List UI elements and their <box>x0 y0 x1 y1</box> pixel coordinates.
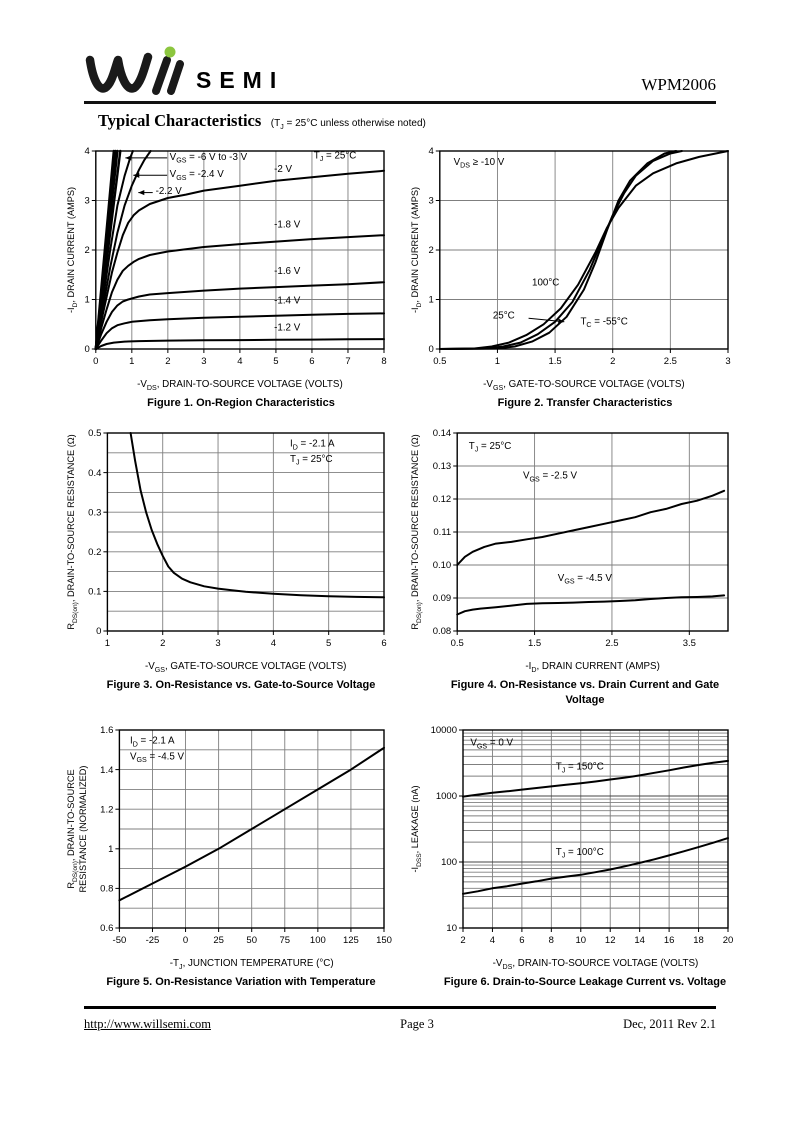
svg-text:0.12: 0.12 <box>432 494 452 506</box>
svg-text:3: 3 <box>201 356 207 367</box>
svg-text:-ID, DRAIN CURRENT (AMPS): $-I_D$, DRAIN CURRENT (AMPS) <box>525 661 660 675</box>
svg-text:4: 4 <box>428 146 434 158</box>
svg-text:1: 1 <box>428 294 434 306</box>
svg-text:18: 18 <box>693 934 704 946</box>
figure-2 <box>406 141 738 410</box>
figure-3 <box>62 423 394 707</box>
svg-text:6: 6 <box>381 638 387 650</box>
svg-text:-2.2 V: -2.2 V <box>155 186 182 198</box>
figure-5-chart <box>62 720 394 972</box>
svg-text:RESISTANCE (NORMALIZED): RESISTANCE (NORMALIZED) <box>78 765 88 893</box>
figure-4-caption: Figure 4. On-Resistance vs. Drain Current and Gate Voltage <box>450 679 720 706</box>
figure-4-chart <box>406 423 738 675</box>
svg-text:2: 2 <box>460 934 466 946</box>
svg-text:1: 1 <box>104 638 111 650</box>
svg-text:12: 12 <box>604 934 616 946</box>
svg-text:2.5: 2.5 <box>663 356 677 367</box>
svg-text:4: 4 <box>270 638 277 650</box>
svg-text:0.11: 0.11 <box>433 527 452 539</box>
svg-text:-VGS, GATE-TO-SOURCE VOLTAGE (: $-V_{GS}$, GATE-TO-SOURCE VOLTAGE (VOLTS) <box>483 379 685 392</box>
svg-text:10000: 10000 <box>430 725 457 737</box>
svg-text:RDS(on), DRAIN-TO-SOURCE: $R_{DS(on)}$, DRAIN-TO-SOURCE <box>66 769 79 889</box>
svg-text:-50: -50 <box>112 934 127 946</box>
section-title: Typical Characteristics <box>98 111 262 130</box>
svg-text:0.09: 0.09 <box>432 593 452 605</box>
svg-text:20: 20 <box>722 934 734 946</box>
svg-text:3: 3 <box>84 195 90 207</box>
svg-text:TJ = 25°C: $T_J = 25^\circ C$ <box>289 454 333 468</box>
svg-text:6: 6 <box>309 356 315 367</box>
svg-text:75: 75 <box>279 934 291 946</box>
svg-text:16: 16 <box>663 934 675 946</box>
svg-text:3: 3 <box>428 195 434 207</box>
figure-6-chart <box>406 720 738 972</box>
svg-text:0: 0 <box>93 356 99 367</box>
figure-4 <box>406 423 738 707</box>
svg-text:5: 5 <box>273 356 279 367</box>
svg-text:0.2: 0.2 <box>88 547 102 559</box>
svg-text:25°C: 25°C <box>492 310 515 322</box>
svg-text:-VDS, DRAIN-TO-SOURCE VOLTAGE: $-V_{DS}$, DRAIN-TO-SOURCE VOLTAGE (VOLTS) <box>137 379 343 392</box>
part-number: WPM2006 <box>641 75 716 94</box>
svg-text:2: 2 <box>165 356 171 367</box>
svg-text:TJ = 25°C: $T_J = 25^\circ C$ <box>468 441 512 454</box>
svg-text:1.6: 1.6 <box>100 725 114 737</box>
page-number: Page 3 <box>400 1017 434 1032</box>
svg-text:3: 3 <box>215 638 221 650</box>
svg-text:TJ = 25°C: $T_J = 25^\circ C$ <box>313 150 357 164</box>
svg-text:1: 1 <box>494 356 501 367</box>
svg-text:10: 10 <box>446 923 457 935</box>
svg-text:25: 25 <box>213 934 224 946</box>
svg-text:150: 150 <box>376 934 392 946</box>
svg-text:4: 4 <box>489 934 496 946</box>
figure-1-caption: Figure 1. On-Region Characteristics <box>147 397 335 409</box>
svg-text:ID = -2.1 A: $I_D = -2.1$ A <box>129 735 175 749</box>
svg-text:VGS = -6 V to -3 V: $V_{GS} = -6$ V to -3 V <box>169 151 248 165</box>
svg-text:-1.8 V: -1.8 V <box>274 219 301 231</box>
figure-2-caption: Figure 2. Transfer Characteristics <box>497 397 673 409</box>
header-row <box>84 46 716 98</box>
svg-text:2: 2 <box>160 638 166 650</box>
svg-text:-VDS, DRAIN-TO-SOURCE VOLTAGE: $-V_{DS}$, DRAIN-TO-SOURCE VOLTAGE (VOLTS) <box>492 957 699 971</box>
figure-6 <box>406 720 738 989</box>
svg-text:0: 0 <box>84 344 90 356</box>
svg-text:1: 1 <box>108 843 114 855</box>
svg-text:100°C: 100°C <box>532 277 560 289</box>
svg-text:-1.2 V: -1.2 V <box>274 322 301 334</box>
willsemi-logo <box>84 46 284 98</box>
figure-5-caption: Figure 5. On-Resistance Variation with Temperature <box>106 975 376 988</box>
svg-text:0.08: 0.08 <box>432 626 452 638</box>
svg-text:-ID, DRAIN CURRENT (AMPS): $-I_D$, DRAIN CURRENT (AMPS) <box>410 186 423 314</box>
figure-1-chart <box>62 141 394 393</box>
svg-text:0: 0 <box>428 344 434 356</box>
figure-3-chart <box>62 423 394 675</box>
svg-text:-1.4 V: -1.4 V <box>274 295 301 307</box>
svg-text:50: 50 <box>246 934 257 946</box>
logo-green-dot <box>165 47 176 58</box>
svg-text:RDS(on), DRAIN-TO-SOURCE RESIS: $R_{DS(on)}$, DRAIN-TO-SOURCE RESISTANCE (Ω) <box>66 434 79 630</box>
page-header <box>84 46 716 131</box>
svg-text:TJ = 150°C: $T_J = 150^\circ C$ <box>555 761 604 775</box>
section-title-row <box>84 111 716 131</box>
svg-text:8: 8 <box>381 356 387 367</box>
svg-text:4: 4 <box>237 356 243 367</box>
svg-text:1: 1 <box>129 356 135 367</box>
svg-text:1.5: 1.5 <box>527 638 542 650</box>
svg-text:0.10: 0.10 <box>432 560 452 572</box>
charts-grid <box>62 141 738 1002</box>
page-footer <box>84 1006 716 1032</box>
svg-text:0.14: 0.14 <box>432 428 452 440</box>
svg-text:-ID, DRAIN CURRENT (AMPS): $-I_D$, DRAIN CURRENT (AMPS) <box>66 186 79 314</box>
section-note: ($T_J = 25^\circ C$ unless otherwise noted) <box>270 118 426 131</box>
svg-text:0.1: 0.1 <box>88 586 102 598</box>
svg-text:VGS = 0 V: $V_{GS} = 0$ V <box>470 737 514 751</box>
svg-text:0.3: 0.3 <box>88 507 102 519</box>
header-rule <box>84 101 716 104</box>
svg-text:4: 4 <box>84 146 90 158</box>
figure-2-chart <box>406 141 738 393</box>
figure-5 <box>62 720 394 989</box>
svg-text:3: 3 <box>725 356 731 367</box>
svg-text:1.4: 1.4 <box>100 764 114 776</box>
svg-text:VGS = -4.5 V: $V_{GS} = -4.5$ V <box>557 573 612 586</box>
website-link[interactable]: http://www.willsemi.com <box>84 1017 211 1032</box>
figure-1 <box>62 141 394 410</box>
svg-text:VDS ≥ -10 V: $V_{DS} \ge -10$ V <box>453 156 505 170</box>
svg-text:125: 125 <box>342 934 359 946</box>
svg-text:-TJ, JUNCTION TEMPERATURE (°C): $-T_J$, JUNCTION TEMPERATURE (°C) <box>169 957 334 971</box>
svg-text:-1.6 V: -1.6 V <box>274 265 301 277</box>
svg-text:0.8: 0.8 <box>100 883 114 895</box>
svg-text:100: 100 <box>441 857 457 869</box>
svg-text:0.13: 0.13 <box>432 461 452 473</box>
svg-text:100: 100 <box>309 934 326 946</box>
svg-text:VGS = -2.4 V: $V_{GS} = -2.4$ V <box>169 169 224 183</box>
svg-text:ID = -2.1 A: $I_D = -2.1$ A <box>289 438 335 452</box>
figure-3-caption: Figure 3. On-Resistance vs. Gate-to-Source Voltage <box>106 679 376 692</box>
svg-text:0.5: 0.5 <box>433 356 447 367</box>
svg-text:6: 6 <box>519 934 525 946</box>
figure-6-caption: Figure 6. Drain-to-Source Leakage Current vs. Voltage <box>443 975 727 988</box>
svg-text:1.5: 1.5 <box>548 356 562 367</box>
svg-text:0.5: 0.5 <box>88 428 102 440</box>
svg-text:2: 2 <box>428 245 434 257</box>
revision: Dec, 2011 Rev 2.1 <box>623 1017 716 1032</box>
brand-text: SEMI <box>196 67 285 93</box>
svg-text:-VGS, GATE-TO-SOURCE VOLTAGE (: $-V_{GS}$, GATE-TO-SOURCE VOLTAGE (VOLTS) <box>144 661 347 675</box>
svg-text:0.4: 0.4 <box>88 468 102 480</box>
svg-text:-25: -25 <box>145 934 160 946</box>
svg-text:2: 2 <box>610 356 616 367</box>
svg-text:TC = -55°C: $T_C = -55^\circ C$ <box>580 316 628 330</box>
svg-text:0: 0 <box>182 934 189 946</box>
svg-text:-2 V: -2 V <box>274 163 293 175</box>
svg-text:1.2: 1.2 <box>100 804 114 816</box>
svg-text:8: 8 <box>548 934 554 946</box>
svg-text:1: 1 <box>84 294 90 306</box>
willsemi-logo-icon <box>84 46 184 98</box>
svg-text:VGS = -4.5 V: $V_{GS} = -4.5$ V <box>129 751 185 764</box>
svg-text:7: 7 <box>345 356 351 367</box>
svg-text:TJ = 100°C: $T_J = 100^\circ C$ <box>555 846 604 860</box>
svg-text:3.5: 3.5 <box>682 638 696 650</box>
svg-text:-IDSS, LEAKAGE (nA): $-I_{DSS}$, LEAKAGE (nA) <box>410 785 423 873</box>
svg-text:10: 10 <box>575 934 587 946</box>
svg-text:VGS = -2.5 V: $V_{GS} = -2.5$ V <box>522 470 578 484</box>
svg-text:0.6: 0.6 <box>100 923 114 935</box>
svg-text:2.5: 2.5 <box>605 638 619 650</box>
svg-text:2: 2 <box>84 245 90 257</box>
svg-text:RDS(on), DRAIN-TO-SOURCE RESIS: $R_{DS(on)}$, DRAIN-TO-SOURCE RESISTANCE (Ω) <box>410 434 423 630</box>
svg-text:0.5: 0.5 <box>450 638 464 650</box>
svg-text:1000: 1000 <box>435 791 457 803</box>
svg-text:14: 14 <box>634 934 645 946</box>
svg-text:5: 5 <box>326 638 332 650</box>
svg-text:0: 0 <box>96 626 102 638</box>
